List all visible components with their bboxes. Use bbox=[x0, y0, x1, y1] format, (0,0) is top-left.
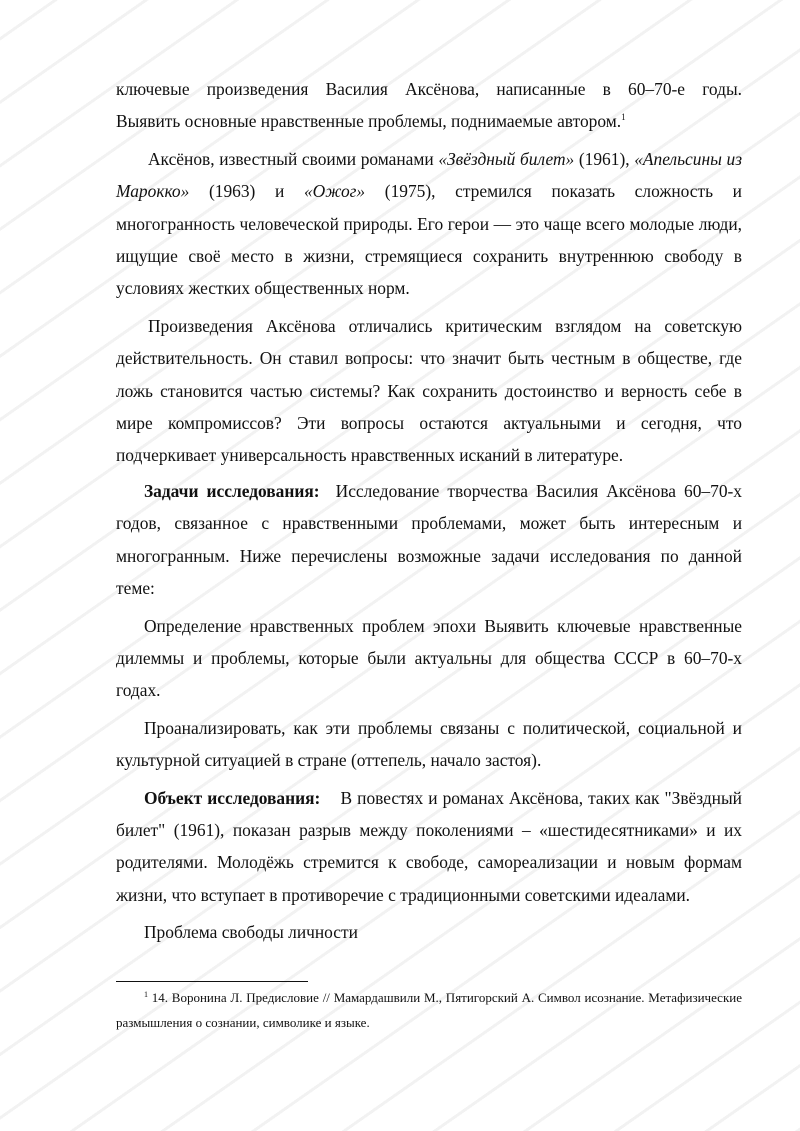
footnote bbox=[116, 985, 742, 1035]
paragraph-define-problems: Определение нравственных проблем эпохи Выявить ключевые нравственные дилеммы и проблемы, которые были актуальны для общества СССР в 60–70-х годах. bbox=[116, 615, 742, 701]
paragraph-object bbox=[116, 782, 747, 912]
footnote-text: 14. Воронина Л. Предисловие // Мамардашвили М., Пятигорский А. Символ исознание. Метафизические размышления о сознании, символике и языке. bbox=[116, 990, 742, 1030]
text-segment: (1963) и bbox=[189, 181, 304, 202]
intro-line-2: Выявить основные нравственные проблемы, поднимаемые автором. bbox=[116, 111, 622, 132]
intro-paragraph bbox=[116, 73, 742, 105]
novel-title: «Звёздный билет» bbox=[438, 148, 575, 169]
section-heading-tasks: Задачи исследования: bbox=[144, 480, 320, 501]
paragraph-critique: Произведения Аксёнова отличались критическим взглядом на советскую действительность. Он ставил вопросы: что значит быть честным в обществе, где ложь становится частью системы? Как сохранить достоинство и верность себе в мире компромиссов? Эти вопросы остаются актуальными и сегодня, что подчеркивает универсальность нравственных исканий в литературе. bbox=[116, 315, 742, 466]
text-segment: (1975), стремился показать сложность и многогранность человеческой природы. Его герои — это чаще всего молодые люди, ищущие своё место в жизни, стремящиеся сохранить внутреннюю свободу в условиях жестких общественных норм. bbox=[116, 181, 742, 299]
footnote-separator bbox=[116, 981, 308, 982]
footnote-reference[interactable]: 1 bbox=[621, 112, 626, 123]
paragraph-aksenov-novels bbox=[116, 143, 742, 305]
document-body bbox=[116, 73, 747, 949]
novel-title: «Апельсины из Марокко» bbox=[116, 148, 742, 202]
intro-paragraph-end bbox=[116, 105, 742, 137]
paragraph-analyze: Проанализировать, как эти проблемы связаны с политической, социальной и культурной ситуацией в стране (оттепель, начало застоя). bbox=[116, 717, 742, 771]
paragraph-tasks bbox=[116, 475, 747, 605]
text-segment: (1961), bbox=[574, 148, 635, 169]
tasks-text: Исследование творчества Василия Аксёнова 60–70-х годов, связанное с нравственными проблемами, может быть интересным и многогранным. Ниже перечислены возможные задачи исследования по данной теме: bbox=[116, 480, 747, 599]
section-heading-object: Объект исследования: bbox=[144, 787, 321, 808]
footnote-mark: 1 bbox=[144, 990, 148, 999]
novel-title: «Ожог» bbox=[303, 181, 366, 202]
paragraph-freedom: Проблема свободы личности bbox=[144, 922, 358, 943]
intro-line-1: ключевые произведения Василия Аксёнова, написанные в 60–70-е годы. bbox=[116, 79, 742, 99]
text-segment: Аксёнов, известный своими романами bbox=[148, 148, 439, 169]
object-text: В повестях и романах Аксёнова, таких как "Звёздный билет" (1961), показан разрыв между поколениями – «шестидесятниками» и их родителями. Молодёжь стремится к свободе, самореализации и новым формам жизни, что вступает в противоречие с традиционными советскими идеалами. bbox=[116, 787, 747, 905]
